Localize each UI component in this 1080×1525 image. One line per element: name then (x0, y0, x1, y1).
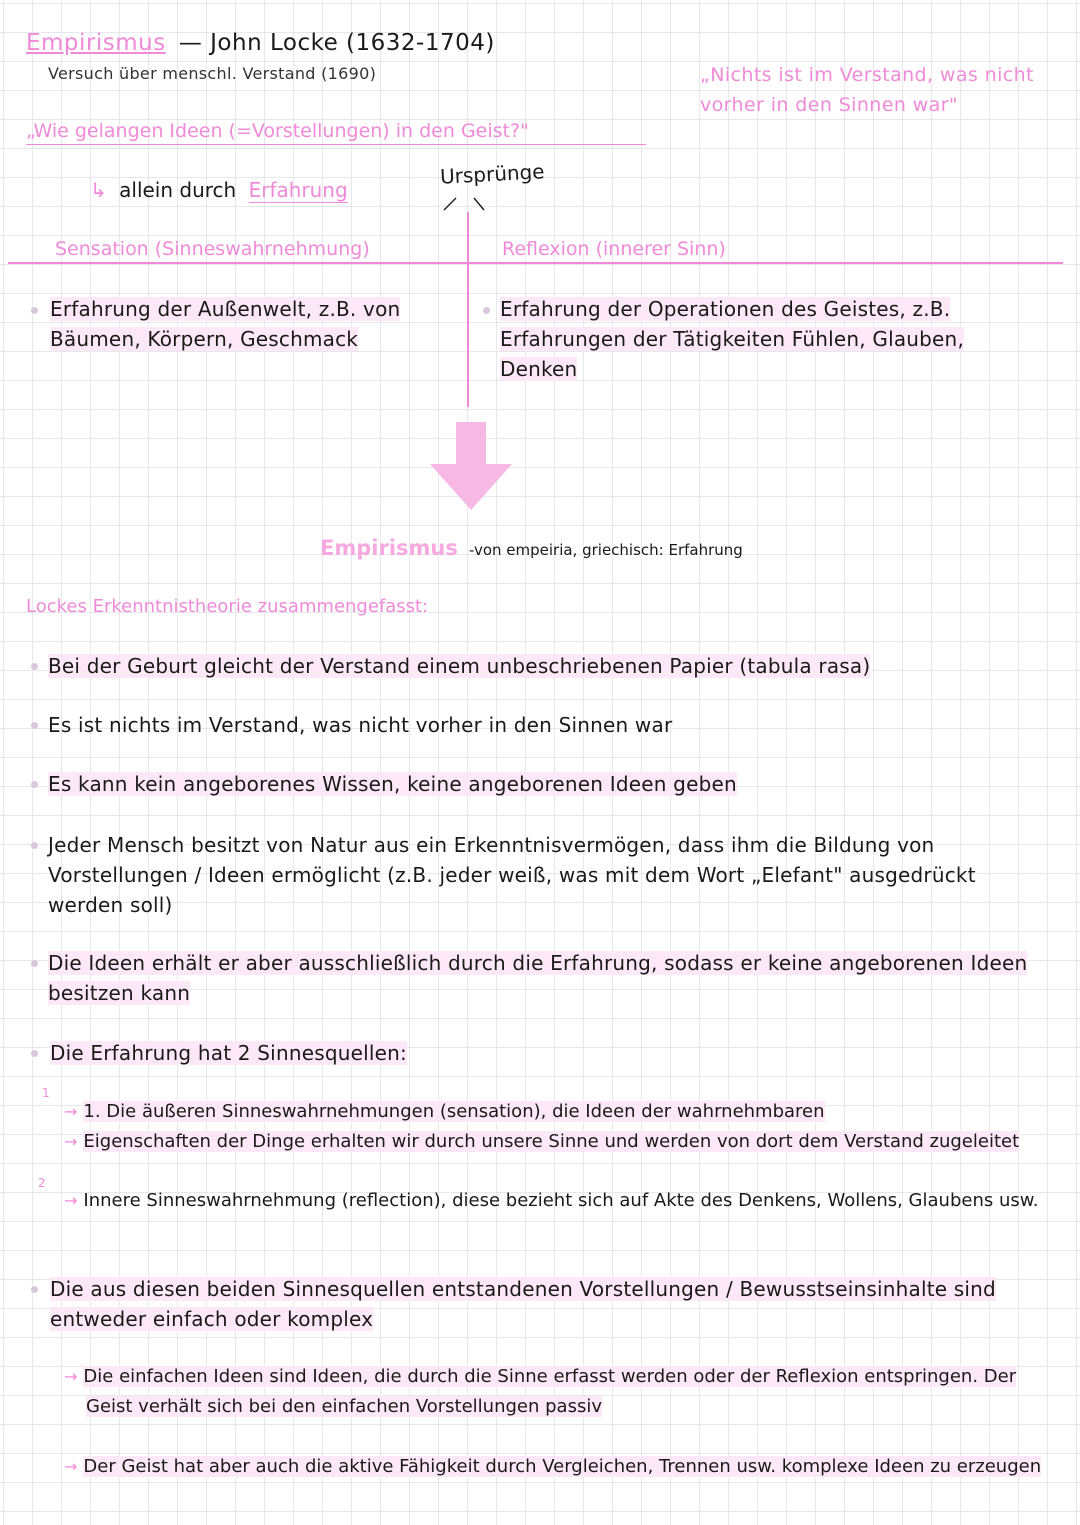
result-row (320, 536, 743, 560)
summary-bullet-4: Jeder Mensch besitzt von Natur aus ein Erkenntnisvermögen, dass ihm die Bildung von Vorstellungen / Ideen ermöglicht (z.B. jeder weiß, was mit dem Wort „Elefant" ausgedrückt werden soll) (48, 833, 976, 917)
arrow-right-icon: → (64, 1132, 78, 1151)
result-definition: -von empeiria, griechisch: Erfahrung (468, 541, 743, 559)
sensation-text: Erfahrung der Außenwelt, z.B. von Bäumen, Körpern, Geschmack (50, 297, 401, 351)
bullet-dot (31, 960, 38, 967)
reflection-source-line: → Innere Sinneswahrnehmung (reflection), diese bezieht sich auf Akte des Denkens, Wollens, Glaubens usw. (64, 1190, 1039, 1211)
return-arrow-icon: ↳ (90, 178, 107, 202)
answer-row (90, 178, 348, 202)
title-author: — John Locke (1632-1704) (178, 30, 495, 56)
sensation-heading: Sensation (Sinneswahrnehmung) (55, 238, 370, 260)
bullet-dot (31, 781, 38, 788)
arrow-right-icon: → (64, 1102, 78, 1121)
bullet-dot (31, 842, 38, 849)
answer-prefix: allein durch (119, 178, 237, 202)
source-number-1: 1 (42, 1086, 50, 1100)
summary-bullet-6: Die Erfahrung hat 2 Sinnesquellen: (50, 1041, 407, 1065)
reflexion-heading: Reflexion (innerer Sinn) (502, 238, 726, 260)
locke-quote: „Nichts ist im Verstand, was nicht vorher in den Sinnen war" (700, 64, 1034, 116)
reflexion-text: Erfahrung der Operationen des Geistes, z.B. Erfahrungen der Tätigkeiten Fühlen, Glauben, Denken (500, 297, 964, 381)
bullet-dot (31, 1286, 38, 1293)
summary-bullet-7: Die aus diesen beiden Sinnesquellen entstandenen Vorstellungen / Bewusstseinsinhalte sind entweder einfach oder komplex (50, 1277, 996, 1331)
title-term: Empirismus (26, 30, 166, 56)
origins-branch-icon (436, 190, 496, 214)
main-question: „Wie gelangen Ideen (=Vorstellungen) in den Geist?" (26, 120, 646, 145)
summary-bullet-3: Es kann kein angeborenes Wissen, keine angeborenen Ideen geben (48, 772, 737, 796)
result-term: Empirismus (320, 536, 458, 560)
arrow-right-icon: → (64, 1367, 78, 1386)
bullet-dot (31, 722, 38, 729)
down-arrow-icon (428, 420, 514, 512)
bullet-dot (483, 307, 490, 314)
header-title-row (26, 30, 495, 56)
header-work: Versuch über menschl. Verstand (1690) (48, 64, 377, 83)
arrow-right-icon: → (64, 1191, 78, 1210)
complex-ideas-point: → Der Geist hat aber auch die aktive Fähigkeit durch Vergleichen, Trennen usw. komplexe Ideen zu erzeugen (64, 1456, 1042, 1477)
summary-bullet-2: Es ist nichts im Verstand, was nicht vorher in den Sinnen war (48, 713, 673, 737)
arrow-right-icon: → (64, 1457, 78, 1476)
origins-label: Ursprünge (439, 159, 546, 189)
column-divider-horizontal (8, 262, 1063, 264)
column-divider-vertical (467, 212, 469, 407)
summary-bullet-1: Bei der Geburt gleicht der Verstand einem unbeschriebenen Papier (tabula rasa) (48, 654, 871, 678)
bullet-dot (31, 307, 38, 314)
summary-heading: Lockes Erkenntnistheorie zusammengefasst: (26, 596, 429, 617)
bullet-dot (31, 663, 38, 670)
sensation-source-detail: → Eigenschaften der Dinge erhalten wir durch unsere Sinne und werden von dort dem Verstand zugeleitet (64, 1131, 1020, 1152)
source-number-2: 2 (38, 1176, 46, 1190)
bullet-dot (31, 1050, 38, 1057)
answer-keyword: Erfahrung (248, 178, 348, 202)
simple-ideas-point: → Die einfachen Ideen sind Ideen, die durch die Sinne erfasst werden oder der Reflexion entspringen. Der Geist verhält sich bei den einfachen Vorstellungen passiv (64, 1366, 1017, 1417)
summary-bullet-5: Die Ideen erhält er aber ausschließlich durch die Erfahrung, sodass er keine angeborenen Ideen besitzen kann (48, 951, 1028, 1005)
sensation-source-line: → 1. Die äußeren Sinneswahrnehmungen (sensation), die Ideen der wahrnehmbaren (64, 1101, 825, 1122)
